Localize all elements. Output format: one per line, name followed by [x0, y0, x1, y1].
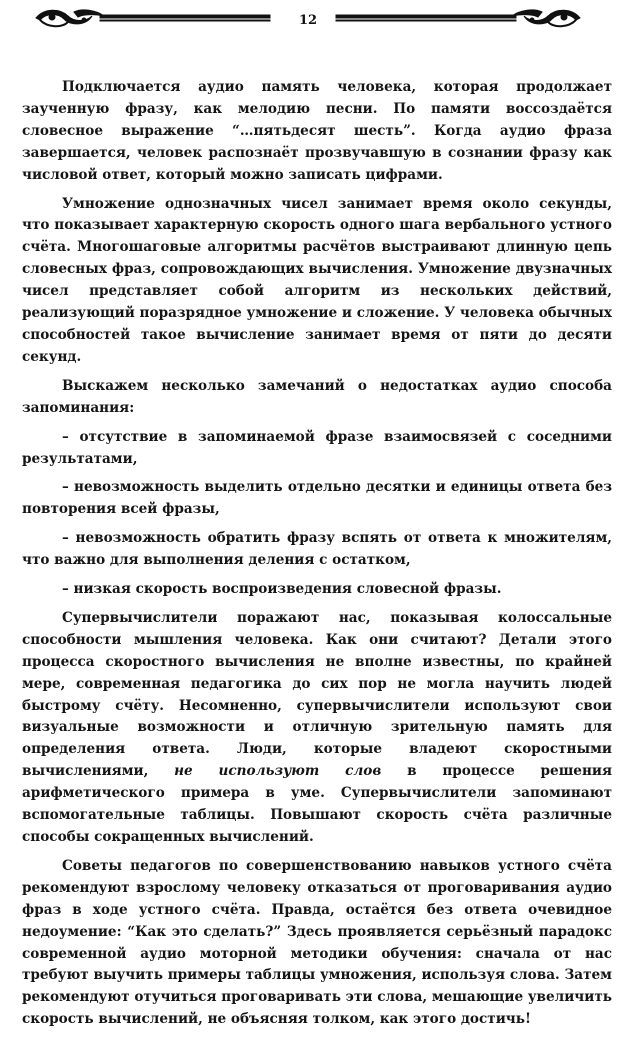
- body-text: [22, 77, 612, 1038]
- paragraph-text: Супервычислители поражают нас, показывая колоссальные способности мышления человека. Как они считают? Детали этого процесса скоростного вычисления не вполне известны, по крайней мере, современная педагогика до сих пор не могла научить людей быстрому счёту. Несомненно, супервычислители используют свои визуальные возможности и отличную зрительную память для определения ответа. Люди, которые владеют скоростными вычислениями,: [22, 609, 612, 780]
- paragraph-audio-memory: Подключается аудио память человека, которая продолжает заученную фразу, как мелодию песни. По памяти воссоздаётся словесное выражение “…пятьдесят шесть”. Когда аудио фраза завершается, человек распознаёт прозвучавшую в сознании фразу как числовой ответ, который можно записать цифрами.: [22, 79, 612, 183]
- paragraph-text: в процессе решения арифметического примера в уме. Супервычислители запоминают вспомогательные таблицы. Повышают скорость счёта различные способы сокращенных вычислений.: [22, 763, 613, 845]
- emphasis-text: не используют слов: [174, 763, 382, 780]
- paragraph-remarks-intro: Выскажем несколько замечаний о недостатках аудио способа запоминания:: [22, 377, 612, 416]
- list-item: – невозможность выделить отдельно десятки и единицы ответа без повторения всей фразы,: [22, 479, 612, 518]
- paragraph-multiplication-speed: Умножение однозначных чисел занимает время около секунды, что показывает характерную скорость одного шага вербального устного счёта. Многошаговые алгоритмы расчётов выстраивают длинную цепь словесных фраз, сопровождающих вычисления. Умножение двузначных чисел представляет собой алгоритм из нескольких действий, реализующий поразрядное умножение и сложение. У человека обычных способностей такое вычисление занимает время от пяти до десяти секунд.: [22, 195, 613, 365]
- paragraph-supercalculators: [22, 608, 612, 849]
- paragraph-teacher-advice: Советы педагогов по совершенствованию навыков устного счёта рекомендуют взрослому человеку отказаться от проговаривания аудио фраз в ходе устного счёта. Правда, остаётся без ответа очевидное недоумение: “Как это сделать?” Здесь проявляется серьёзный парадокс современной аудио моторной методики обучения: сначала от нас требуют выучить примеры таблицы умножения, используя слова. Затем рекомендуют отучиться проговаривать эти слова, мешающие увеличить скорость вычислений, не объясняя толком, как этого достичь!: [22, 857, 612, 1028]
- list-item: – низкая скорость воспроизведения словесной фразы.: [62, 581, 502, 598]
- page-number: 12: [298, 13, 318, 28]
- list-item: – невозможность обратить фразу вспять от ответа к множителям, что важно для выполнения деления с остатком,: [22, 530, 612, 569]
- page-header: [34, 4, 582, 34]
- list-item: – отсутствие в запоминаемой фразе взаимосвязей с соседними результатами,: [22, 428, 612, 467]
